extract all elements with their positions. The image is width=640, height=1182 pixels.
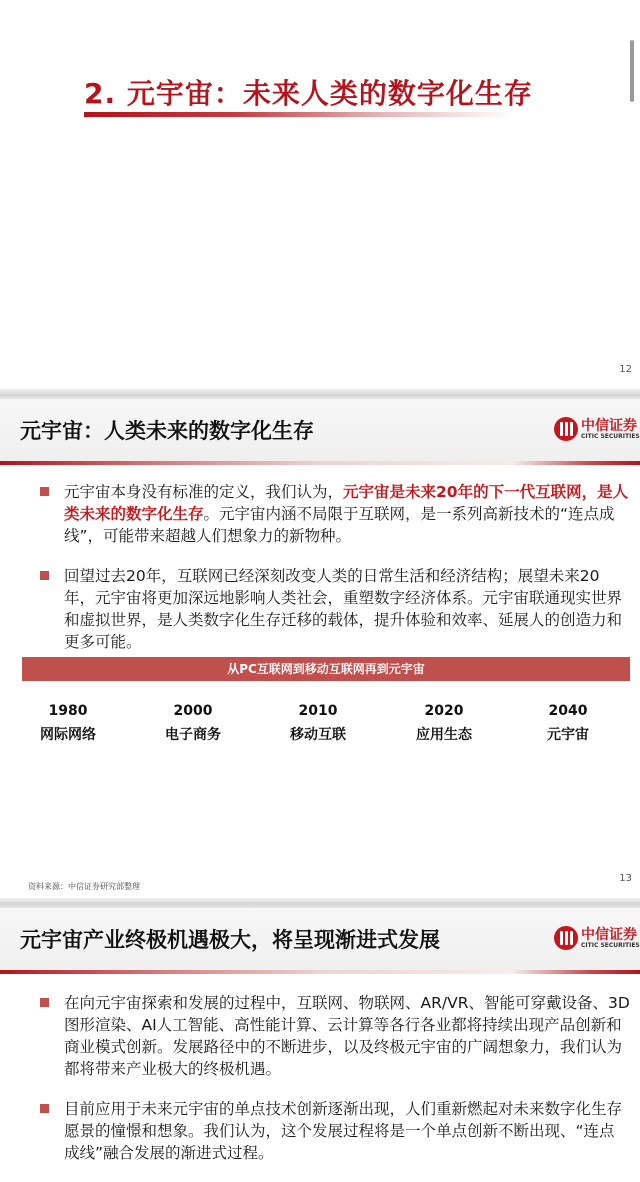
bullet-item: 元宇宙本身没有标准的定义，我们认为，元宇宙是未来20年的下一代互联网，是人类未来的数字化生存。元宇宙内涵不局限于互联网，是一系列高新技术的“连点成线”，可能带来超越人们想象力的新物种。 <box>40 481 630 547</box>
timeline-item: 2000 电子商务 <box>165 703 221 743</box>
page-number: 13 <box>619 873 632 884</box>
citic-logo <box>554 415 640 445</box>
slide-title: 元宇宙：人类未来的数字化生存 <box>20 419 314 443</box>
bullet-square-icon <box>40 571 49 580</box>
bullet-list <box>40 992 630 1182</box>
section-title: 2. 元宇宙：未来人类的数字化生存 <box>84 77 533 110</box>
timeline-banner: 从PC互联网到移动互联网再到元宇宙 <box>22 657 630 681</box>
logo-cn-text: 中信证券 <box>581 418 637 434</box>
timeline-item: 2010 移动互联 <box>290 703 346 743</box>
logo-en-text: CITIC SECURITIES <box>581 433 640 440</box>
slide-header <box>0 399 640 461</box>
header-underline <box>0 970 640 974</box>
slide-header <box>0 908 640 970</box>
timeline-item: 2040 元宇宙 <box>547 703 589 743</box>
slide-divider <box>0 898 640 908</box>
bullet-item: 目前应用于未来元宇宙的单点技术创新逐渐出现，人们重新燃起对未来数字化生存愿景的憧憬和想象。我们认为，这个发展过程将是一个单点创新不断出现、“连点成线”融合发展的渐进式过程。 <box>40 1098 630 1164</box>
slide-divider <box>0 389 640 399</box>
citic-logo <box>554 924 640 954</box>
timeline-item: 1980 网际网络 <box>40 703 96 743</box>
bullet-list <box>40 481 630 671</box>
highlight-text: 元宇宙是未来20年的下一代互联网，是人类未来的数字化生存 <box>64 483 629 523</box>
slide-12 <box>0 0 640 389</box>
bullet-item: 在向元宇宙探索和发展的过程中，互联网、物联网、AR/VR、智能可穿戴设备、3D图形渲染、AI人工智能、高性能计算、云计算等各行各业都将持续出现产品创新和商业模式创新。发展路径中的不断进步，以及终极元宇宙的广阔想象力，我们认为都将带来产业极大的终极机遇。 <box>40 992 630 1080</box>
bullet-square-icon <box>40 487 49 496</box>
citic-logo-icon <box>554 417 578 441</box>
timeline-item: 2020 应用生态 <box>416 703 472 743</box>
slide-13 <box>0 399 640 898</box>
bullet-item: 回望过去20年，互联网已经深刻改变人类的日常生活和经济结构；展望未来20年，元宇宙将更加深远地影响人类社会，重塑数字经济体系。元宇宙联通现实世界和虚拟世界，是人类数字化生存迁移的载体，提升体验和效率、延展人的创造力和更多可能。 <box>40 565 630 653</box>
source-note: 资料来源：中信证券研究部整理 <box>28 882 140 891</box>
slide-title: 元宇宙产业终极机遇极大，将呈现渐进式发展 <box>20 928 440 952</box>
header-underline <box>0 461 640 465</box>
logo-cn-text: 中信证券 <box>581 927 637 943</box>
page-number: 12 <box>619 364 632 375</box>
citic-logo-icon <box>554 926 578 950</box>
title-underline <box>84 112 514 117</box>
logo-en-text: CITIC SECURITIES <box>581 942 640 949</box>
slide-14 <box>0 908 640 1167</box>
scrollbar[interactable] <box>630 40 634 102</box>
bullet-square-icon <box>40 998 49 1007</box>
bullet-square-icon <box>40 1104 49 1113</box>
